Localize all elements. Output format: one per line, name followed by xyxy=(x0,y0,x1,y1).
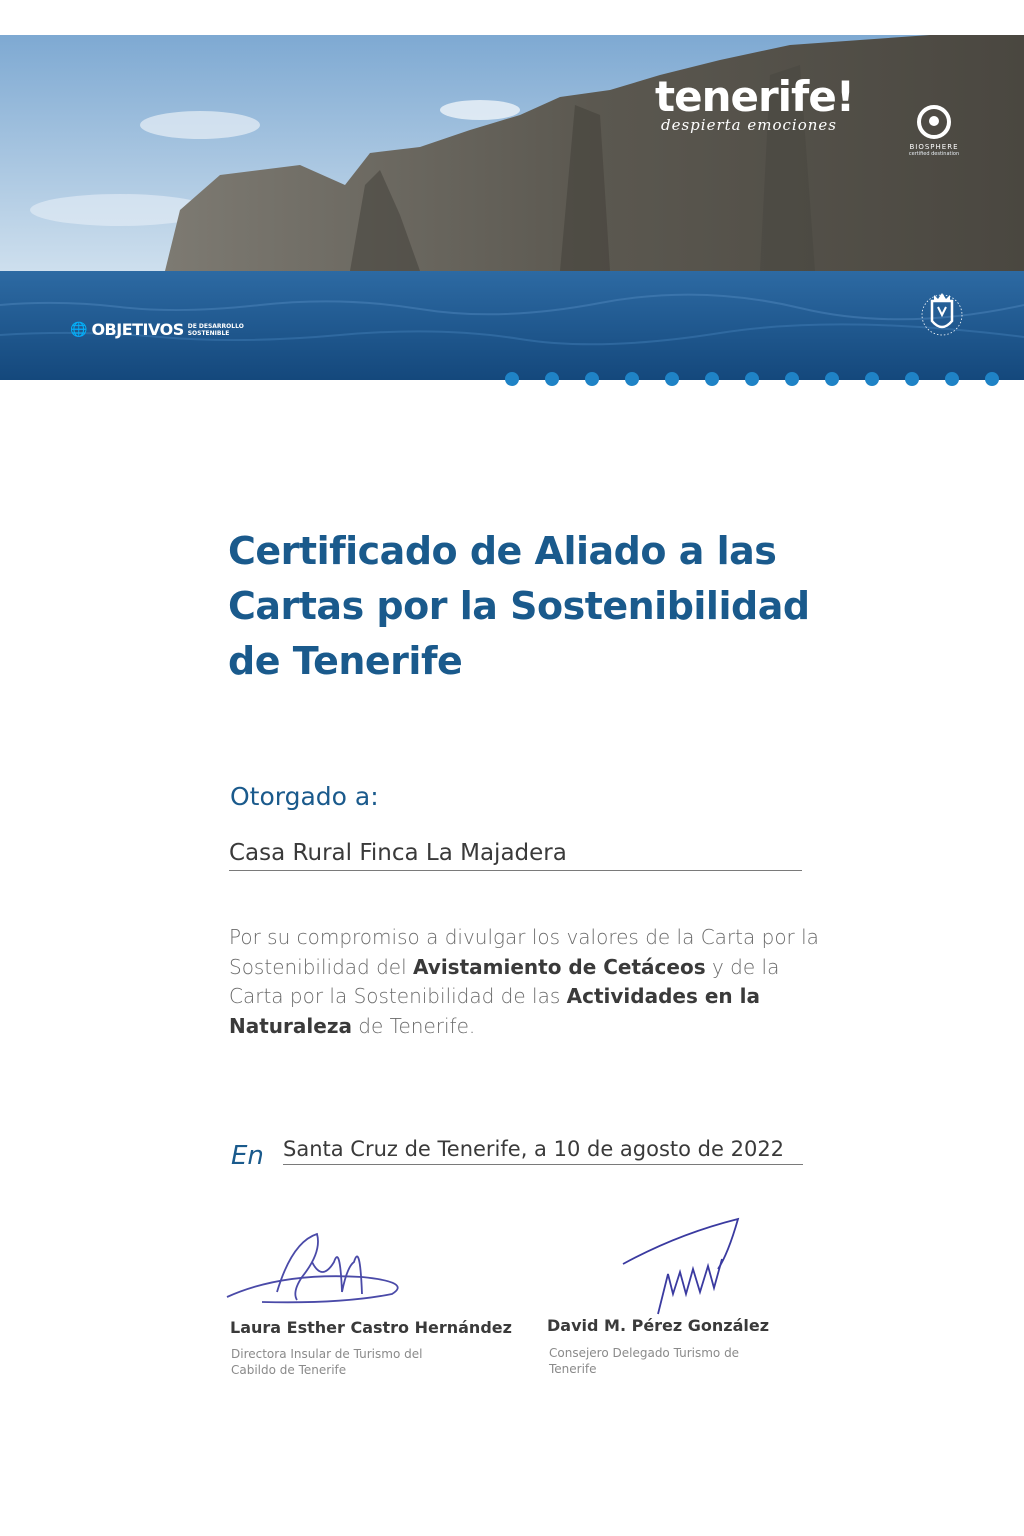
title-line-2: Cartas por la Sostenibilidad xyxy=(228,584,810,628)
sdg-sub-line1: DE DESARROLLO xyxy=(187,322,244,330)
biosphere-icon xyxy=(917,105,951,139)
un-globe-icon: 🌐 xyxy=(70,321,88,338)
en-label: En xyxy=(231,1141,264,1171)
decorative-dot xyxy=(705,372,719,386)
decorative-dot xyxy=(945,372,959,386)
statement-bold-1: Avistamiento de Cetáceos xyxy=(413,954,706,979)
statement-part-3: de Tenerife. xyxy=(351,1013,476,1038)
decorative-dot xyxy=(505,372,519,386)
decorative-dot xyxy=(785,372,799,386)
statement-part-2: y de la Carta por la Sostenibilidad de las xyxy=(229,954,780,1008)
decorative-dot xyxy=(625,372,639,386)
signatory-1-role: Directora Insular de Turismo del Cabildo de Tenerife xyxy=(231,1347,423,1377)
title-line-1: Certificado de Aliado a las xyxy=(228,529,777,573)
signatory-2-role: Consejero Delegado Turismo de Tenerife xyxy=(549,1346,740,1376)
sdg-logo xyxy=(70,320,244,339)
title-line-3: de Tenerife xyxy=(228,639,463,683)
brand-tagline: despierta emociones xyxy=(661,116,837,134)
biosphere-name: BIOSPHERE xyxy=(909,143,959,151)
brand-name: tenerife! xyxy=(655,72,854,121)
decorative-dot xyxy=(545,372,559,386)
statement-paragraph xyxy=(229,923,819,1041)
decorative-dot xyxy=(985,372,999,386)
decorative-dot xyxy=(905,372,919,386)
decorative-dot xyxy=(665,372,679,386)
place-date: Santa Cruz de Tenerife, a 10 de agosto de 2022 xyxy=(283,1137,803,1165)
biosphere-badge xyxy=(898,105,970,158)
statement-bold-2: Actividades en la Naturaleza xyxy=(229,984,760,1038)
tenerife-logo xyxy=(655,72,895,134)
sdg-main-text: OBJETIVOS xyxy=(91,320,184,339)
signatory-1-name: Laura Esther Castro Hernández xyxy=(230,1318,512,1337)
signatory-2-name: David M. Pérez González xyxy=(547,1316,770,1335)
awarded-label: Otorgado a: xyxy=(230,782,379,811)
decorative-dot xyxy=(585,372,599,386)
statement-part-1: Por su compromiso a divulgar los valores de la Carta por la Sostenibilidad del xyxy=(229,925,819,979)
sdg-sub-text xyxy=(188,323,244,337)
sdg-sub-line2: SOSTENIBLE xyxy=(187,329,230,337)
page-title xyxy=(228,524,848,689)
signature-1-graphic xyxy=(222,1222,412,1312)
biosphere-sub: certified destination xyxy=(908,151,960,157)
decorative-dot xyxy=(865,372,879,386)
recipient-name: Casa Rural Finca La Majadera xyxy=(229,840,802,871)
signature-2-graphic xyxy=(618,1214,748,1322)
decorative-dot-row xyxy=(505,372,999,386)
cabildo-crest-icon xyxy=(920,287,964,341)
decorative-dot xyxy=(745,372,759,386)
decorative-dot xyxy=(825,372,839,386)
